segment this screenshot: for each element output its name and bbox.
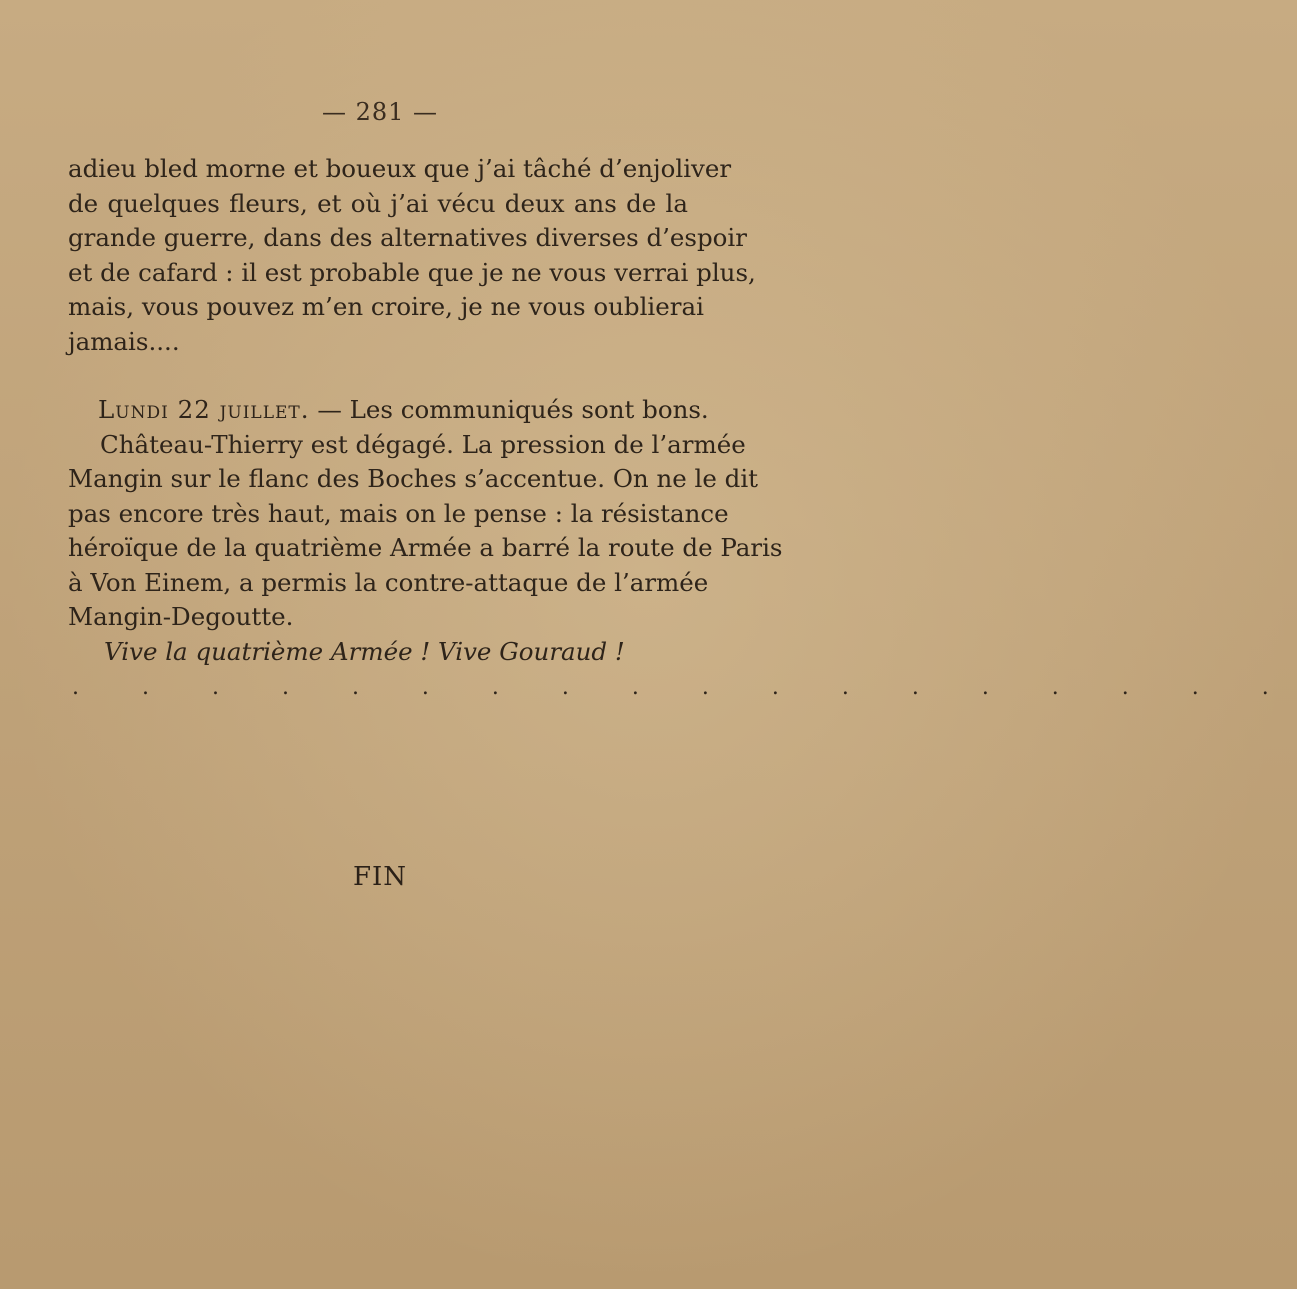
- paragraph-farewell: [68, 152, 756, 359]
- text-line: pas encore très haut, mais on le pense : la résistance: [68, 498, 729, 528]
- paragraph-diary-entry: [68, 393, 1297, 703]
- paragraph-gap: [68, 359, 688, 393]
- exclamation-line: Vive la quatrième Armée ! Vive Gouraud !: [104, 636, 625, 666]
- page-number: — 281 —: [321, 98, 439, 126]
- entry-first-line: [68, 393, 709, 428]
- text-line: grande guerre, dans des alternatives diverses d’espoir: [68, 223, 747, 252]
- end-marker: FIN: [352, 862, 408, 892]
- text-line: Mangin sur le flanc des Boches s’accentue. On ne le dit: [68, 464, 759, 493]
- text-line: à Von Einem, a permis la contre-attaque de l’armée: [68, 567, 709, 597]
- text-line: mais, vous pouvez m’en croire, je ne vous oublierai: [68, 292, 704, 321]
- ellipsis-row: . . . . . . . . . . . . . . . . . .: [72, 675, 1297, 700]
- text-line: et de cafard : il est probable que je ne vous verrai plus,: [68, 257, 756, 287]
- text-line: jamais....: [68, 326, 180, 356]
- entry-date: Lundi 22 juillet.: [98, 395, 310, 424]
- text-line: Mangin-Degoutte.: [68, 602, 294, 631]
- text-line: adieu bled morne et boueux que j’ai tâché d’enjoliver: [68, 154, 732, 183]
- page-body: [68, 152, 1297, 703]
- text-line: de quelques fleurs, et où j’ai vécu deux ans de la: [68, 188, 688, 218]
- entry-first-line-text: — Les communiqués sont bons.: [309, 395, 709, 424]
- text-line: héroïque de la quatrième Armée a barré la route de Paris: [68, 533, 783, 562]
- text-line: Château-Thierry est dégagé. La pression de l’armée: [100, 429, 746, 459]
